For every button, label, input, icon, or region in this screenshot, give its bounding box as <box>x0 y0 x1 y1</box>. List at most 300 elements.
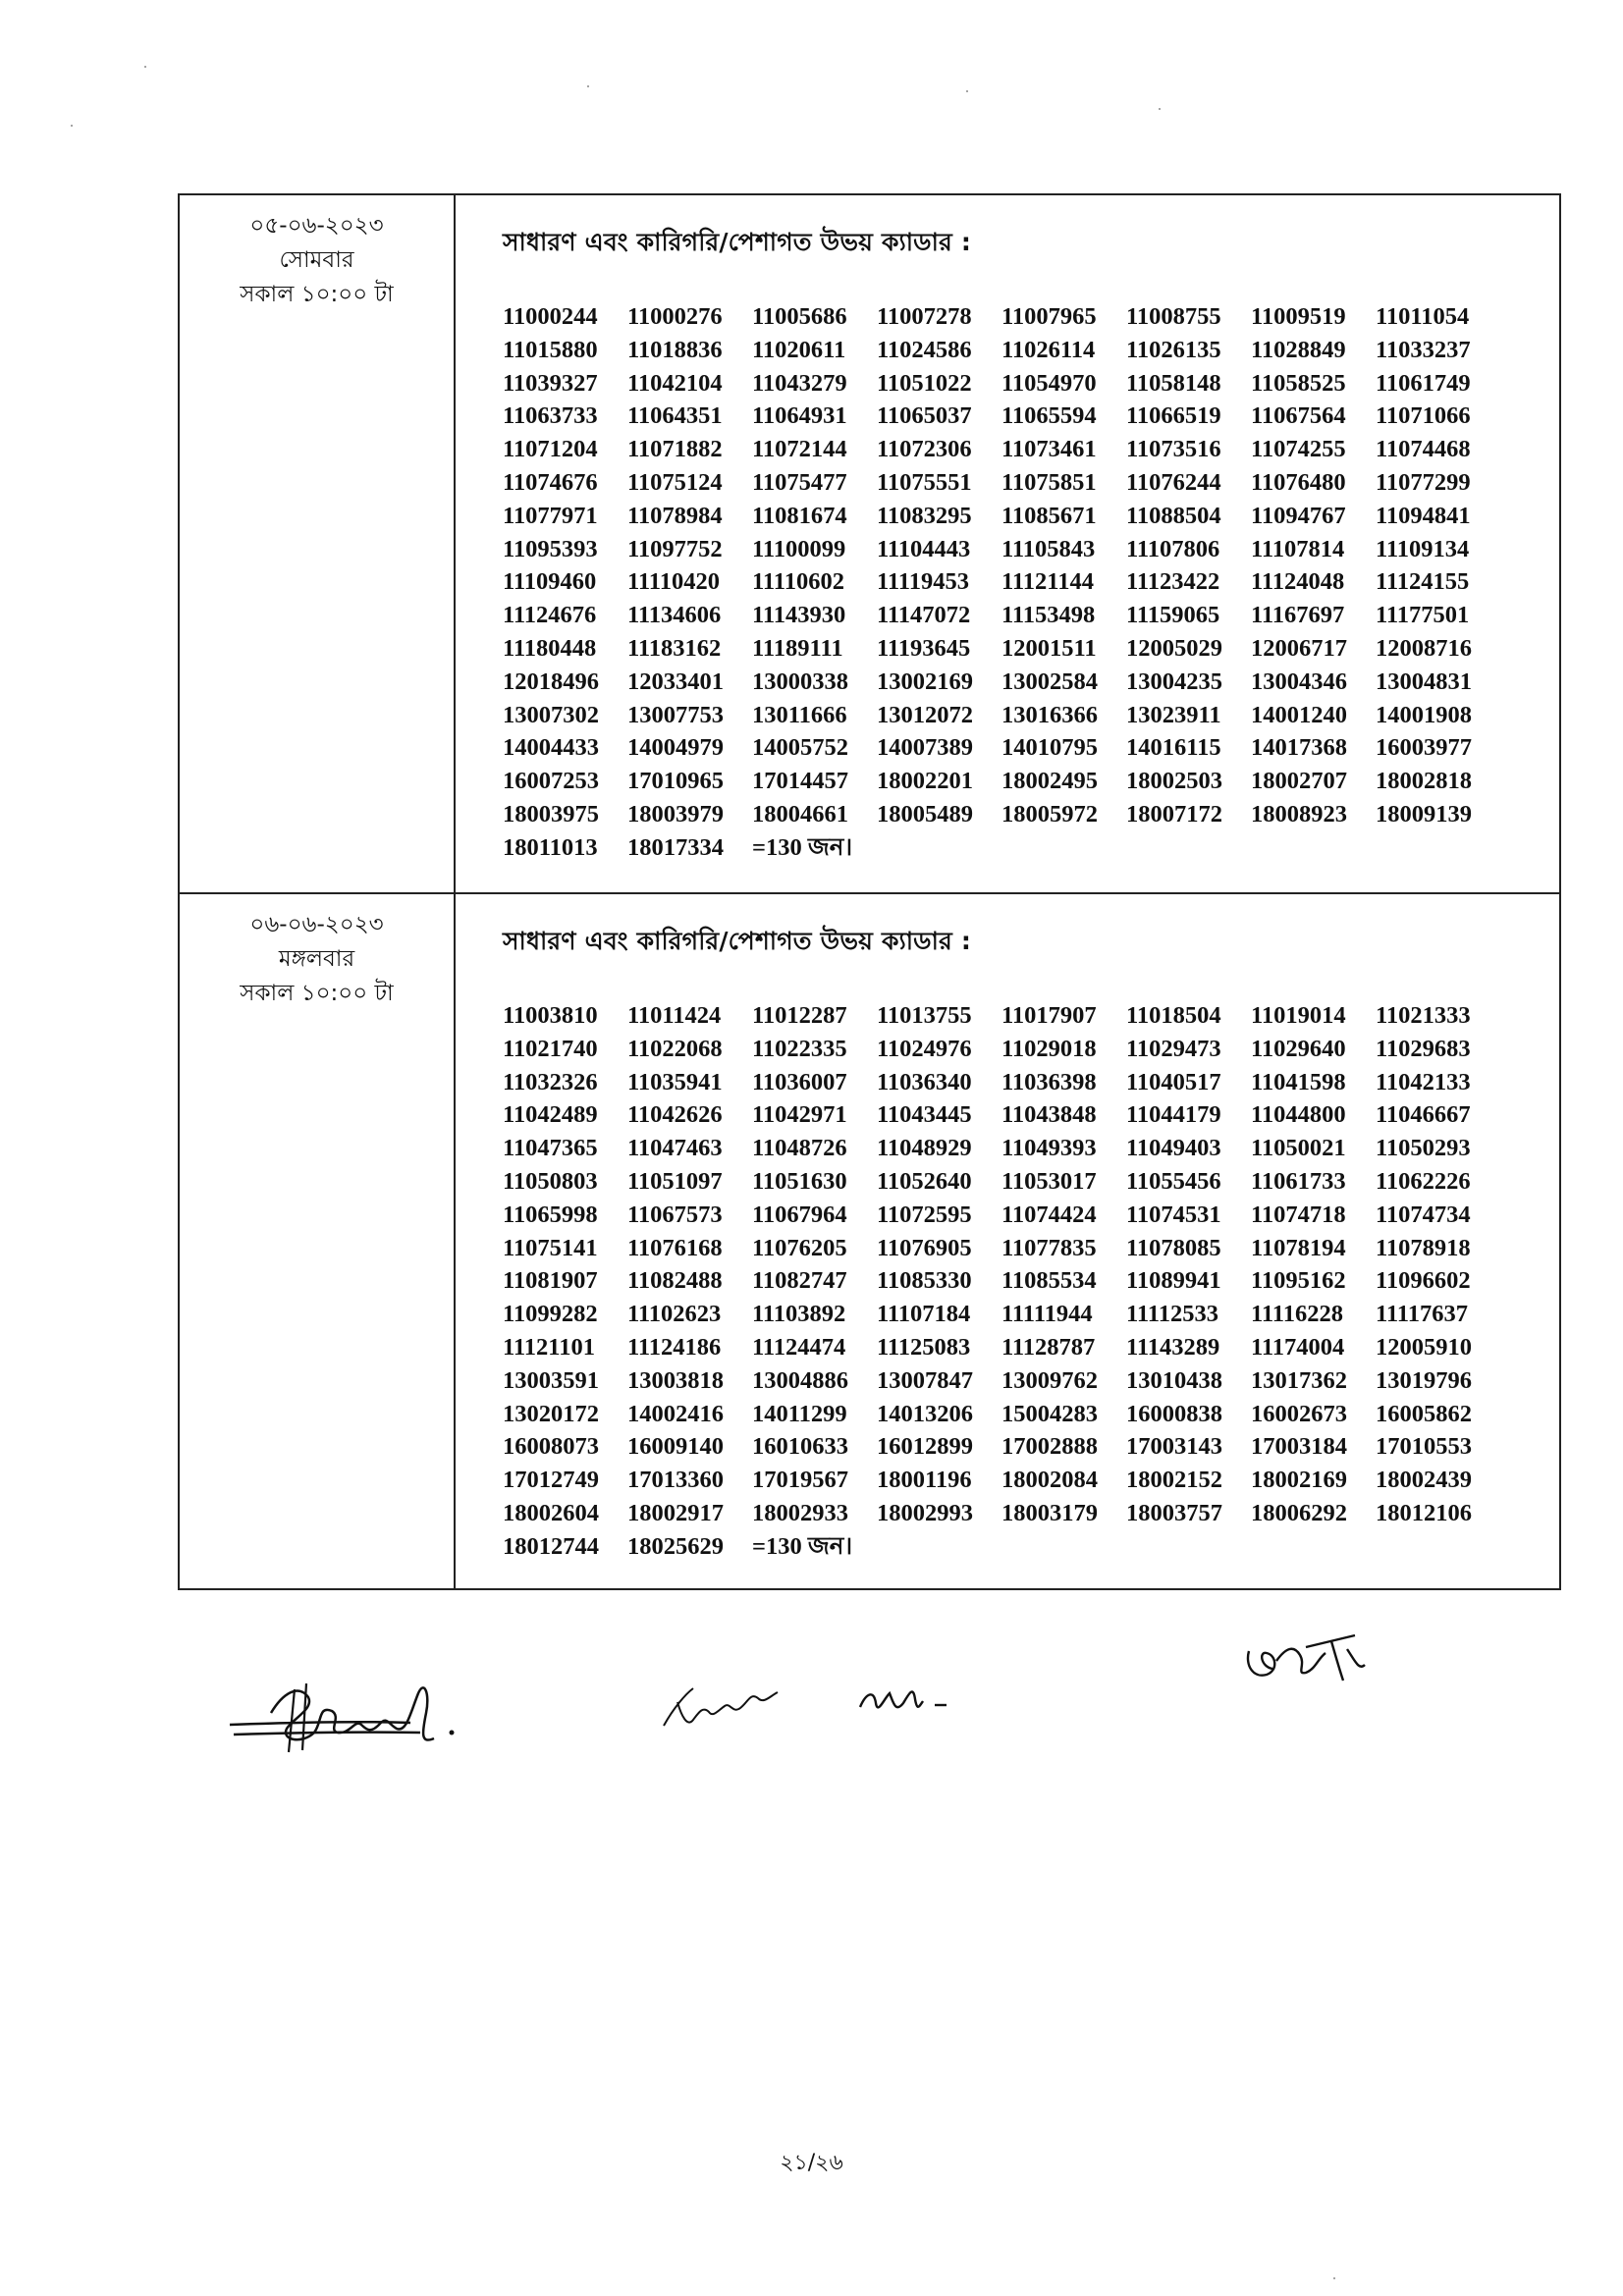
roll-number: 11050803 <box>503 1167 598 1195</box>
roll-number-line <box>503 1066 1559 1099</box>
roll-number: 11061733 <box>1251 1167 1346 1195</box>
scan-speck <box>144 66 146 68</box>
roll-number: 11128787 <box>1001 1333 1096 1361</box>
scan-speck <box>1159 108 1161 110</box>
roll-number: 18012744 <box>503 1532 599 1560</box>
roll-number: 14004433 <box>503 734 599 762</box>
roll-number: 11074468 <box>1376 436 1471 463</box>
roll-number: 11107814 <box>1251 535 1345 562</box>
roll-number: 11071066 <box>1376 402 1471 430</box>
roll-number: 11048929 <box>877 1135 972 1162</box>
roll-number: 18004661 <box>752 800 848 828</box>
roll-number: 13004235 <box>1126 667 1222 695</box>
roll-number: 11081674 <box>752 502 847 529</box>
roll-number: 16007253 <box>503 768 599 795</box>
roll-number: 11042626 <box>627 1101 723 1129</box>
signature-3 <box>854 1664 962 1733</box>
roll-number: 18005489 <box>877 800 973 828</box>
roll-number: 11095393 <box>503 535 598 562</box>
roll-number: 13007847 <box>877 1366 973 1394</box>
roll-number: 18002439 <box>1376 1467 1472 1494</box>
roll-number: 14001240 <box>1251 701 1347 728</box>
roll-number: 11078918 <box>1376 1234 1471 1261</box>
roll-number: 11003810 <box>503 1002 598 1029</box>
roll-number-line <box>503 367 1559 400</box>
roll-number: 11143930 <box>752 602 846 629</box>
roll-number: 11094841 <box>1376 502 1471 529</box>
roll-number: 11021333 <box>1376 1002 1471 1029</box>
roll-number: 17014457 <box>752 768 848 795</box>
roll-number: 11007278 <box>877 303 972 330</box>
roll-number: 11078085 <box>1126 1234 1221 1261</box>
roll-number: 11112533 <box>1126 1301 1218 1328</box>
total-count: =130 জন। <box>752 833 853 861</box>
exam-day: মঙ্গলবার <box>278 946 355 972</box>
roll-number-line <box>503 1033 1559 1066</box>
roll-number: 11174004 <box>1251 1333 1345 1361</box>
exam-date: ০৫-০৬-২০২৩ <box>249 213 384 239</box>
roll-number: 17010553 <box>1376 1433 1472 1461</box>
roll-number: 18009139 <box>1376 800 1472 828</box>
roll-number: 11050293 <box>1376 1135 1471 1162</box>
signature-4 <box>1237 1622 1384 1700</box>
roll-number: 11083295 <box>877 502 972 529</box>
roll-number: 11050021 <box>1251 1135 1346 1162</box>
roll-number: 13004886 <box>752 1366 848 1394</box>
roll-number: 11073516 <box>1126 436 1221 463</box>
exam-date: ০৬-০৬-২০২৩ <box>249 912 384 937</box>
roll-number: 11119453 <box>877 568 969 596</box>
roll-number: 11124676 <box>503 602 597 629</box>
roll-number-line <box>503 433 1559 466</box>
roll-number: 13020172 <box>503 1400 599 1427</box>
exam-time: সকাল ১০:০০ টা <box>240 282 394 307</box>
roll-cell <box>456 894 1559 1588</box>
roll-number-line <box>503 1331 1559 1364</box>
roll-number-line <box>503 666 1559 699</box>
roll-number-line <box>503 632 1559 666</box>
roll-number: 14007389 <box>877 734 973 762</box>
roll-number: 11020611 <box>752 336 846 363</box>
roll-number: 11117637 <box>1376 1301 1468 1328</box>
roll-number: 11104443 <box>877 535 971 562</box>
roll-number: 11107806 <box>1126 535 1220 562</box>
roll-number: 16000838 <box>1126 1400 1222 1427</box>
roll-number: 14017368 <box>1251 734 1347 762</box>
roll-number: 11022068 <box>627 1035 723 1062</box>
roll-number: 11078984 <box>627 502 723 529</box>
roll-number-line <box>503 400 1559 433</box>
roll-number: 11067564 <box>1251 402 1346 430</box>
roll-number: 13017362 <box>1251 1366 1347 1394</box>
roll-number: 11011054 <box>1376 303 1470 330</box>
roll-number-line <box>503 1132 1559 1165</box>
roll-number: 11024586 <box>877 336 972 363</box>
roll-number: 11017907 <box>1001 1002 1097 1029</box>
roll-number: 12001511 <box>1001 634 1097 662</box>
roll-number: 11076205 <box>752 1234 847 1261</box>
roll-number: 13003591 <box>503 1366 599 1394</box>
roll-number: 11193645 <box>877 634 971 662</box>
cadre-heading: সাধারণ এবং কারিগরি/পেশাগত উভয় ক্যাডার : <box>503 228 972 256</box>
roll-number: 11100099 <box>752 535 846 562</box>
roll-number: 13004346 <box>1251 667 1347 695</box>
roll-number: 11018504 <box>1126 1002 1221 1029</box>
roll-number: 11044179 <box>1126 1101 1221 1129</box>
roll-number-line <box>503 1430 1559 1464</box>
roll-number: 11063733 <box>503 402 598 430</box>
roll-number: 13012072 <box>877 701 973 728</box>
roll-number: 11061749 <box>1376 369 1471 397</box>
roll-number: 11074734 <box>1376 1201 1471 1228</box>
roll-number: 11123422 <box>1126 568 1220 596</box>
roll-number: 14010795 <box>1001 734 1098 762</box>
roll-number: 13011666 <box>752 701 847 728</box>
roll-number: 16003977 <box>1376 734 1472 762</box>
roll-number: 11026135 <box>1126 336 1221 363</box>
roll-number: 17013360 <box>627 1467 724 1494</box>
roll-number: 11058525 <box>1251 369 1346 397</box>
roll-number-line <box>503 798 1559 831</box>
roll-number: 11036007 <box>752 1068 847 1095</box>
roll-number: 11116228 <box>1251 1301 1343 1328</box>
roll-number: 11102623 <box>627 1301 722 1328</box>
roll-number: 11042971 <box>752 1101 847 1129</box>
roll-number: 11064351 <box>627 402 723 430</box>
date-cell <box>180 894 456 1588</box>
roll-number: 13002584 <box>1001 667 1098 695</box>
roll-number: 18003979 <box>627 800 724 828</box>
roll-number: 12018496 <box>503 667 599 695</box>
roll-number: 11072595 <box>877 1201 972 1228</box>
roll-number: 18005972 <box>1001 800 1098 828</box>
roll-number: 11134606 <box>627 602 722 629</box>
roll-number: 18017334 <box>627 833 724 861</box>
roll-number: 11072306 <box>877 436 972 463</box>
roll-number: 11078194 <box>1251 1234 1346 1261</box>
roll-number-line <box>503 999 1559 1033</box>
roll-number: 11111944 <box>1001 1301 1093 1328</box>
roll-number: 11073461 <box>1001 436 1097 463</box>
roll-number-line <box>503 334 1559 367</box>
roll-number: 11048726 <box>752 1135 847 1162</box>
roll-number: 11046667 <box>1376 1101 1471 1129</box>
roll-number-line <box>503 1530 1559 1564</box>
roll-number: 11043848 <box>1001 1101 1097 1129</box>
roll-number: 15004283 <box>1001 1400 1098 1427</box>
roll-number: 11074255 <box>1251 436 1346 463</box>
roll-number-line <box>503 1165 1559 1199</box>
roll-number: 14016115 <box>1126 734 1221 762</box>
roll-number: 11042104 <box>627 369 723 397</box>
roll-number: 11095162 <box>1251 1267 1346 1295</box>
roll-number: 11076905 <box>877 1234 972 1261</box>
roll-number: 11074531 <box>1126 1201 1221 1228</box>
page-number: ২১/২৬ <box>780 2151 843 2175</box>
roll-number: 11033237 <box>1376 336 1471 363</box>
roll-number: 11029018 <box>1001 1035 1097 1062</box>
roll-number: 11074676 <box>503 468 598 496</box>
roll-number: 11085671 <box>1001 502 1097 529</box>
roll-number: 11125083 <box>877 1333 971 1361</box>
roll-number: 11051022 <box>877 369 972 397</box>
roll-number: 11067573 <box>627 1201 723 1228</box>
roll-number: 18002495 <box>1001 768 1098 795</box>
roll-number: 11065998 <box>503 1201 598 1228</box>
roll-number: 11012287 <box>752 1002 847 1029</box>
roll-number: 11124186 <box>627 1333 722 1361</box>
roll-number-line <box>503 1232 1559 1265</box>
roll-number: 11029473 <box>1126 1035 1221 1062</box>
roll-number-line <box>503 1098 1559 1132</box>
roll-number: 11072144 <box>752 436 847 463</box>
roll-number: 11124048 <box>1251 568 1345 596</box>
roll-number-line <box>503 765 1559 798</box>
roll-number: 17003184 <box>1251 1433 1347 1461</box>
roll-number: 11029683 <box>1376 1035 1471 1062</box>
roll-number: 11089941 <box>1126 1267 1221 1295</box>
roll-number: 11124474 <box>752 1333 846 1361</box>
cadre-heading: সাধারণ এবং কারিগরি/পেশাগত উভয় ক্যাডার : <box>503 927 972 955</box>
roll-number: 16012899 <box>877 1433 973 1461</box>
roll-number-line <box>503 1497 1559 1530</box>
roll-number: 18012106 <box>1376 1499 1472 1526</box>
roll-number: 11049393 <box>1001 1135 1097 1162</box>
signature-1 <box>224 1654 528 1762</box>
roll-number: 11019014 <box>1251 1002 1346 1029</box>
roll-number: 11026114 <box>1001 336 1096 363</box>
roll-number: 18002917 <box>627 1499 724 1526</box>
roll-number: 12008716 <box>1376 634 1472 662</box>
roll-number: 11153498 <box>1001 602 1096 629</box>
roll-number: 11075124 <box>627 468 723 496</box>
roll-number: 13007302 <box>503 701 599 728</box>
roll-number: 11035941 <box>627 1068 723 1095</box>
roll-number: 11076168 <box>627 1234 723 1261</box>
roll-number: 14011299 <box>752 1400 847 1427</box>
roll-number: 11109134 <box>1376 535 1470 562</box>
schedule-table <box>178 193 1561 1590</box>
roll-number-line <box>503 466 1559 500</box>
roll-number: 11062226 <box>1376 1167 1471 1195</box>
roll-number: 11071882 <box>627 436 723 463</box>
roll-number: 11077835 <box>1001 1234 1097 1261</box>
roll-number: 11041598 <box>1251 1068 1346 1095</box>
roll-number: 18007172 <box>1126 800 1222 828</box>
roll-number: 11066519 <box>1126 402 1221 430</box>
roll-number: 13007753 <box>627 701 724 728</box>
roll-number: 11085534 <box>1001 1267 1097 1295</box>
roll-number: 11121144 <box>1001 568 1094 596</box>
roll-number: 13002169 <box>877 667 973 695</box>
roll-number: 11074424 <box>1001 1201 1097 1228</box>
roll-number-line <box>503 300 1559 334</box>
roll-number: 12005910 <box>1376 1333 1472 1361</box>
roll-number: 17010965 <box>627 768 724 795</box>
roll-number: 11088504 <box>1126 502 1221 529</box>
roll-number: 11047463 <box>627 1135 723 1162</box>
roll-number: 14005752 <box>752 734 848 762</box>
roll-number: 11042489 <box>503 1101 598 1129</box>
roll-number: 11022335 <box>752 1035 847 1062</box>
roll-number: 16005862 <box>1376 1400 1472 1427</box>
roll-number-line <box>503 831 1559 865</box>
roll-number: 11009519 <box>1251 303 1346 330</box>
roll-number: 14004979 <box>627 734 724 762</box>
roll-number: 11018836 <box>627 336 723 363</box>
roll-number: 18002169 <box>1251 1467 1347 1494</box>
roll-number-line <box>503 731 1559 765</box>
scan-speck <box>587 85 589 87</box>
roll-number: 18006292 <box>1251 1499 1347 1526</box>
roll-number: 11029640 <box>1251 1035 1346 1062</box>
roll-cell <box>456 195 1559 892</box>
roll-number: 11143289 <box>1126 1333 1220 1361</box>
roll-number: 11124155 <box>1376 568 1470 596</box>
roll-number: 11075851 <box>1001 468 1097 496</box>
signature-2 <box>660 1669 797 1737</box>
roll-number: 11075551 <box>877 468 972 496</box>
roll-number: 13004831 <box>1376 667 1472 695</box>
roll-number: 11000276 <box>627 303 723 330</box>
roll-number: 11110420 <box>627 568 720 596</box>
roll-number: 11042133 <box>1376 1068 1471 1095</box>
roll-number: 16002673 <box>1251 1400 1347 1427</box>
roll-number-line <box>503 1298 1559 1331</box>
roll-number-line <box>503 500 1559 533</box>
roll-number: 11055456 <box>1126 1167 1221 1195</box>
roll-number: 18002084 <box>1001 1467 1098 1494</box>
roll-number: 18008923 <box>1251 800 1347 828</box>
roll-number: 11043445 <box>877 1101 972 1129</box>
roll-number: 11039327 <box>503 369 598 397</box>
roll-number-line <box>503 699 1559 732</box>
roll-number: 16008073 <box>503 1433 599 1461</box>
roll-number-line <box>503 1464 1559 1497</box>
roll-number: 18002604 <box>503 1499 599 1526</box>
roll-number: 17019567 <box>752 1467 848 1494</box>
roll-number: 16010633 <box>752 1433 848 1461</box>
roll-number: 11076480 <box>1251 468 1346 496</box>
roll-number: 11005686 <box>752 303 847 330</box>
roll-number: 14001908 <box>1376 701 1472 728</box>
roll-number: 13023911 <box>1126 701 1221 728</box>
roll-number: 11094767 <box>1251 502 1346 529</box>
roll-number: 11040517 <box>1126 1068 1221 1095</box>
exam-time: সকাল ১০:০০ টা <box>240 981 394 1006</box>
roll-number: 11110602 <box>752 568 844 596</box>
roll-number: 17012749 <box>503 1467 599 1494</box>
roll-number: 11183162 <box>627 634 722 662</box>
roll-number: 18002993 <box>877 1499 973 1526</box>
roll-number: 13000338 <box>752 667 848 695</box>
roll-number: 11065037 <box>877 402 972 430</box>
roll-number: 11032326 <box>503 1068 598 1095</box>
roll-number: 14002416 <box>627 1400 724 1427</box>
roll-number: 11013755 <box>877 1002 972 1029</box>
roll-number: 12005029 <box>1126 634 1222 662</box>
roll-number: 11058148 <box>1126 369 1221 397</box>
roll-number: 18002152 <box>1126 1467 1222 1494</box>
roll-number: 13010438 <box>1126 1366 1222 1394</box>
roll-number: 18002818 <box>1376 768 1472 795</box>
roll-number-line <box>503 1264 1559 1298</box>
roll-number: 18001196 <box>877 1467 972 1494</box>
roll-number-line <box>503 1398 1559 1431</box>
roll-number: 11107184 <box>877 1301 971 1328</box>
roll-number: 11075477 <box>752 468 847 496</box>
roll-number: 11103892 <box>752 1301 846 1328</box>
roll-number: 18002201 <box>877 768 973 795</box>
roll-number: 11049403 <box>1126 1135 1221 1162</box>
roll-number: 12006717 <box>1251 634 1347 662</box>
roll-number: 11076244 <box>1126 468 1221 496</box>
roll-number: 11097752 <box>627 535 723 562</box>
roll-number: 11051630 <box>752 1167 847 1195</box>
date-cell <box>180 195 456 892</box>
roll-number: 11081907 <box>503 1267 598 1295</box>
roll-number: 11008755 <box>1126 303 1221 330</box>
roll-number: 11099282 <box>503 1301 598 1328</box>
roll-number: 18003179 <box>1001 1499 1098 1526</box>
roll-number: 13016366 <box>1001 701 1098 728</box>
roll-number: 11036340 <box>877 1068 972 1095</box>
roll-number-line <box>503 565 1559 599</box>
roll-number: 17003143 <box>1126 1433 1222 1461</box>
roll-number: 16009140 <box>627 1433 724 1461</box>
roll-number: 11121101 <box>503 1333 595 1361</box>
scan-speck <box>1333 2277 1335 2279</box>
roll-number: 18002707 <box>1251 768 1347 795</box>
roll-number-line <box>503 1199 1559 1232</box>
roll-number: 13019796 <box>1376 1366 1472 1394</box>
roll-number: 11007965 <box>1001 303 1097 330</box>
roll-number: 11021740 <box>503 1035 598 1062</box>
roll-number: 11036398 <box>1001 1068 1097 1095</box>
roll-number: 11065594 <box>1001 402 1097 430</box>
roll-number: 11051097 <box>627 1167 723 1195</box>
roll-number: 18002933 <box>752 1499 848 1526</box>
roll-number: 11167697 <box>1251 602 1345 629</box>
roll-number: 11082488 <box>627 1267 723 1295</box>
roll-number: 11177501 <box>1376 602 1470 629</box>
roll-number: 11082747 <box>752 1267 847 1295</box>
roll-number: 11043279 <box>752 369 847 397</box>
roll-number: 11074718 <box>1251 1201 1346 1228</box>
roll-number: 11096602 <box>1376 1267 1471 1295</box>
roll-number: 18011013 <box>503 833 598 861</box>
roll-number: 17002888 <box>1001 1433 1098 1461</box>
scan-speck <box>966 90 968 92</box>
roll-number: 11071204 <box>503 436 598 463</box>
roll-number: 11109460 <box>503 568 597 596</box>
roll-number: 13003818 <box>627 1366 724 1394</box>
roll-number: 11077971 <box>503 502 598 529</box>
roll-number: 11147072 <box>877 602 971 629</box>
roll-number: 11053017 <box>1001 1167 1097 1195</box>
roll-number: 13009762 <box>1001 1366 1098 1394</box>
roll-number: 18002503 <box>1126 768 1222 795</box>
roll-number: 11159065 <box>1126 602 1220 629</box>
roll-number: 11011424 <box>627 1002 722 1029</box>
roll-number: 11180448 <box>503 634 597 662</box>
schedule-row <box>180 195 1559 894</box>
roll-number: 11015880 <box>503 336 598 363</box>
roll-number: 11105843 <box>1001 535 1096 562</box>
total-count: =130 জন। <box>752 1532 853 1560</box>
roll-number: 18025629 <box>627 1532 724 1560</box>
roll-number: 11052640 <box>877 1167 972 1195</box>
